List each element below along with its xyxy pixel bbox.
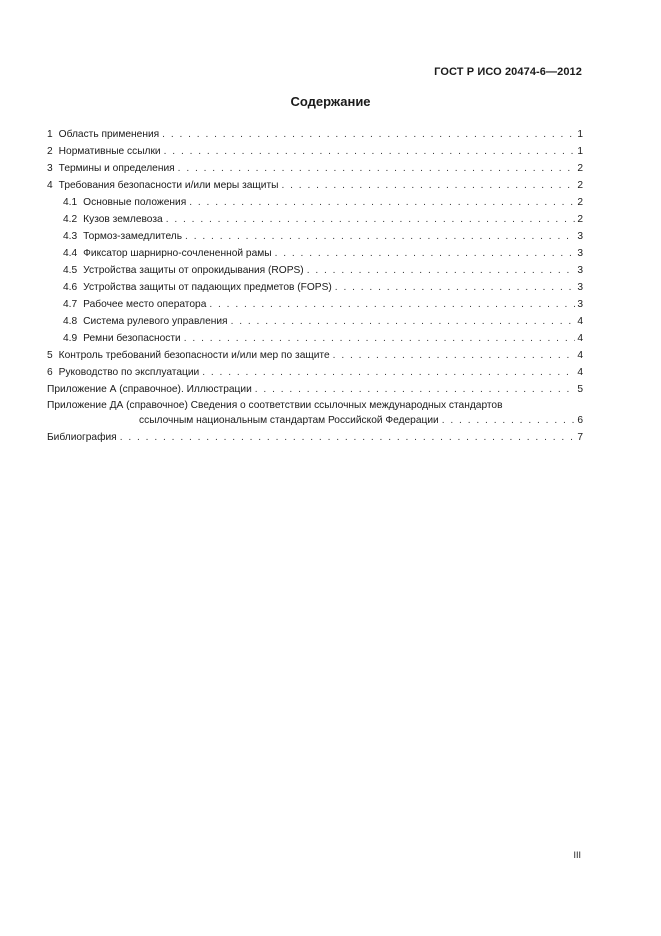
toc-entry-title: Система рулевого управления <box>83 316 228 327</box>
toc-entry-number: 4.9 <box>63 333 78 344</box>
dot-leader <box>178 160 576 177</box>
toc-entry-title: Требования безопасности и/или меры защиты <box>58 180 279 191</box>
dot-leader <box>209 296 575 313</box>
toc-entry-title: Область применения <box>58 129 160 140</box>
document-standard-id: ГОСТ Р ИСО 20474-6—2012 <box>434 66 582 78</box>
dot-leader <box>442 413 576 429</box>
toc-entry-6[interactable] <box>47 364 583 381</box>
toc-entry-title: Основные положения <box>83 197 187 208</box>
toc-entry-4-4[interactable] <box>47 245 583 262</box>
toc-entry-page: 3 <box>577 231 583 242</box>
dot-leader <box>189 194 575 211</box>
dot-leader <box>184 330 576 347</box>
toc-entry-4-3[interactable] <box>47 228 583 245</box>
toc-entry-1[interactable] <box>47 126 583 143</box>
toc-entry-title: Устройства защиты от опрокидывания (ROPS) <box>83 265 304 276</box>
dot-leader <box>275 245 576 262</box>
toc-entry-annex-da[interactable] <box>47 398 583 429</box>
toc-entry-number: 5 <box>47 350 53 361</box>
dot-leader <box>185 228 575 245</box>
dot-leader <box>333 347 576 364</box>
toc-entry-number: 4.6 <box>63 282 78 293</box>
toc-entry-number: 4.5 <box>63 265 78 276</box>
toc-entry-title: Контроль требований безопасности и/или мер по защите <box>58 350 330 361</box>
toc-entry-title: Устройства защиты от падающих предметов (FOPS) <box>83 282 332 293</box>
toc-entry-number: 6 <box>47 367 53 378</box>
toc-entry-title: Библиография <box>47 432 117 443</box>
toc-entry-title: Тормоз-замедлитель <box>83 231 183 242</box>
dot-leader <box>162 126 575 143</box>
toc-entry-page: 4 <box>577 333 583 344</box>
dot-leader <box>231 313 576 330</box>
dot-leader <box>166 211 576 228</box>
toc-entry-4-6[interactable] <box>47 279 583 296</box>
toc-entry-number: 1 <box>47 129 53 140</box>
toc-entry-4[interactable] <box>47 177 583 194</box>
toc-entry-page: 1 <box>577 129 583 140</box>
toc-entry-number: 4 <box>47 180 53 191</box>
dot-leader <box>202 364 575 381</box>
toc-entry-page: 2 <box>577 163 583 174</box>
toc-entry-title: Фиксатор шарнирно-сочлененной рамы <box>83 248 272 259</box>
toc-entry-bibliography[interactable] <box>47 429 583 446</box>
toc-entry-page: 2 <box>577 214 583 225</box>
dot-leader <box>307 262 576 279</box>
dot-leader <box>120 429 576 446</box>
toc-entry-number: 4.3 <box>63 231 78 242</box>
toc-entry-3[interactable] <box>47 160 583 177</box>
toc-entry-title: Рабочее место оператора <box>83 299 207 310</box>
toc-entry-4-2[interactable] <box>47 211 583 228</box>
toc-entry-number: 4.7 <box>63 299 78 310</box>
toc-entry-title: Приложение А (справочное). Иллюстрации <box>47 384 252 395</box>
toc-entry-page: 4 <box>577 316 583 327</box>
table-of-contents <box>47 126 583 446</box>
toc-entry-title: Нормативные ссылки <box>58 146 161 157</box>
toc-entry-page: 5 <box>577 384 583 395</box>
toc-entry-title-line1: Приложение ДА (справочное) Сведения о соответствии ссылочных международных стандартов <box>47 400 503 411</box>
dot-leader <box>281 177 575 194</box>
dot-leader <box>335 279 576 296</box>
toc-entry-page: 1 <box>577 146 583 157</box>
toc-entry-4-1[interactable] <box>47 194 583 211</box>
dot-leader <box>255 381 576 398</box>
toc-entry-number: 3 <box>47 163 53 174</box>
dot-leader <box>164 143 576 160</box>
toc-entry-page: 4 <box>577 367 583 378</box>
toc-entry-number: 4.4 <box>63 248 78 259</box>
toc-entry-title: Термины и определения <box>58 163 175 174</box>
toc-entry-title: Руководство по эксплуатации <box>58 367 200 378</box>
toc-entry-page: 2 <box>577 197 583 208</box>
toc-entry-number: 2 <box>47 146 53 157</box>
toc-entry-annex-a[interactable] <box>47 381 583 398</box>
toc-entry-4-9[interactable] <box>47 330 583 347</box>
toc-entry-page: 4 <box>577 350 583 361</box>
toc-entry-2[interactable] <box>47 143 583 160</box>
toc-entry-page: 3 <box>577 282 583 293</box>
toc-entry-page: 6 <box>577 415 583 426</box>
toc-entry-page: 7 <box>577 432 583 443</box>
toc-entry-page: 2 <box>577 180 583 191</box>
toc-entry-page: 3 <box>577 299 583 310</box>
toc-entry-page: 3 <box>577 265 583 276</box>
toc-entry-title: Ремни безопасности <box>83 333 181 344</box>
page-title: Содержание <box>290 94 371 109</box>
page-number: III <box>573 850 581 860</box>
toc-entry-number: 4.2 <box>63 214 78 225</box>
toc-entry-4-7[interactable] <box>47 296 583 313</box>
toc-entry-4-5[interactable] <box>47 262 583 279</box>
toc-entry-title: Кузов землевоза <box>83 214 163 225</box>
toc-entry-title-line2: ссылочным национальным стандартам Российской Федерации <box>139 415 439 426</box>
toc-entry-number: 4.1 <box>63 197 78 208</box>
toc-entry-number: 4.8 <box>63 316 78 327</box>
toc-entry-page: 3 <box>577 248 583 259</box>
toc-entry-5[interactable] <box>47 347 583 364</box>
toc-entry-4-8[interactable] <box>47 313 583 330</box>
